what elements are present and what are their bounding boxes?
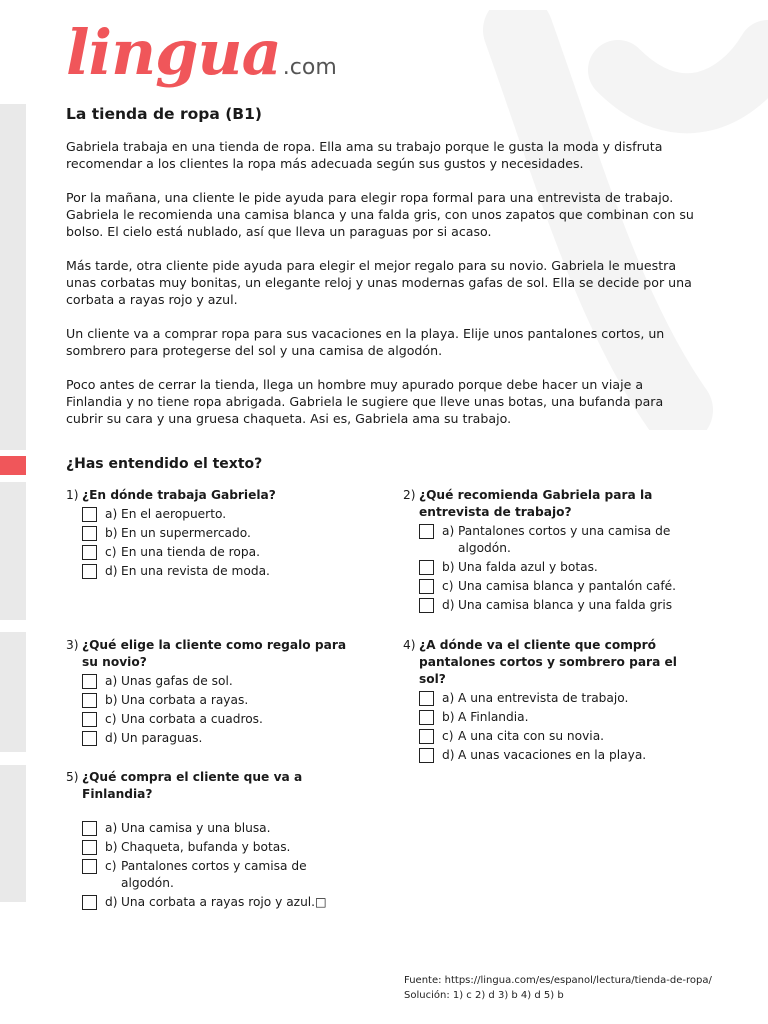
logo-domain: .com	[282, 55, 337, 80]
option-letter: b)	[105, 840, 118, 854]
question-2	[403, 487, 703, 614]
option-text: En el aeropuerto.	[121, 507, 227, 521]
answer-option[interactable]	[403, 523, 703, 557]
option-text: Un paraguas.	[121, 731, 203, 745]
question-5	[66, 769, 376, 911]
option-letter: a)	[105, 507, 118, 521]
option-letter: a)	[442, 524, 455, 538]
answer-checkbox[interactable]	[82, 564, 97, 579]
side-tab-middle	[0, 482, 26, 620]
answer-option[interactable]	[66, 692, 366, 709]
answer-option[interactable]	[66, 544, 366, 561]
option-letter: b)	[442, 710, 455, 724]
logo-brand: lingua	[66, 16, 281, 89]
question-text: ¿Qué compra el cliente que va a Finlandia?	[82, 770, 303, 801]
answer-checkbox[interactable]	[419, 579, 434, 594]
option-text: Una falda azul y botas.	[458, 560, 598, 574]
answer-checkbox[interactable]	[419, 710, 434, 725]
option-text: A una cita con su novia.	[458, 729, 605, 743]
side-tab-top	[0, 104, 26, 450]
option-text: Una corbata a rayas.	[121, 693, 249, 707]
option-text: Una camisa y una blusa.	[121, 821, 271, 835]
option-letter: c)	[105, 545, 117, 559]
question-number: 2)	[403, 488, 416, 502]
answer-checkbox[interactable]	[82, 895, 97, 910]
answer-checkbox[interactable]	[82, 840, 97, 855]
answer-checkbox[interactable]	[82, 821, 97, 836]
answer-checkbox[interactable]	[82, 693, 97, 708]
question-1	[66, 487, 366, 580]
option-letter: a)	[105, 674, 118, 688]
answer-option[interactable]	[66, 858, 376, 892]
question-text: ¿En dónde trabaja Gabriela?	[82, 488, 276, 502]
answer-option[interactable]	[66, 711, 366, 728]
answer-option[interactable]	[403, 597, 703, 614]
answer-option[interactable]	[66, 839, 376, 856]
answer-option[interactable]	[403, 578, 703, 595]
question-text: ¿Qué elige la cliente como regalo para su novio?	[82, 638, 347, 669]
answer-option[interactable]	[66, 673, 366, 690]
question-number: 5)	[66, 770, 79, 784]
answer-option[interactable]	[66, 820, 376, 837]
option-text: En un supermercado.	[121, 526, 251, 540]
quiz-title: ¿Has entendido el texto?	[66, 456, 263, 472]
answer-option[interactable]	[66, 525, 366, 542]
option-text: Chaqueta, bufanda y botas.	[121, 840, 291, 854]
answer-option[interactable]	[66, 730, 366, 747]
question-number: 4)	[403, 638, 416, 652]
answer-option[interactable]	[403, 690, 703, 707]
answer-checkbox[interactable]	[419, 748, 434, 763]
side-tab-lower	[0, 632, 26, 752]
answer-option[interactable]	[403, 728, 703, 745]
answer-checkbox[interactable]	[419, 691, 434, 706]
answer-option[interactable]	[403, 709, 703, 726]
option-letter: d)	[105, 564, 118, 578]
source-footer	[404, 973, 712, 1003]
paragraph: Gabriela trabaja en una tienda de ropa. Ella ama su trabajo porque le gusta la moda y disfruta recomendar a los clientes la ropa más adecuada según sus gustos y necesidades.	[66, 139, 663, 171]
answer-option[interactable]	[66, 563, 366, 580]
answer-checkbox[interactable]	[82, 712, 97, 727]
option-text: A unas vacaciones en la playa.	[458, 748, 647, 762]
paragraph: Poco antes de cerrar la tienda, llega un hombre muy apurado porque debe hacer un viaje a Finlandia y no tiene ropa abrigada. Gabriela le sugiere que lleve unas botas, una bufanda para cubrir su cara y una gruesa chaqueta. Asi es, Gabriela ama su trabajo.	[66, 377, 664, 426]
option-letter: b)	[105, 526, 118, 540]
option-letter: b)	[105, 693, 118, 707]
option-text: Una camisa blanca y una falda gris	[458, 598, 673, 612]
logo	[66, 16, 337, 89]
solution-line: Solución: 1) c 2) d 3) b 4) d 5) b	[404, 990, 564, 1001]
answer-checkbox[interactable]	[82, 859, 97, 874]
option-letter: c)	[442, 729, 454, 743]
option-letter: d)	[105, 895, 118, 909]
answer-checkbox[interactable]	[82, 674, 97, 689]
paragraph: Más tarde, otra cliente pide ayuda para elegir el mejor regalo para su novio. Gabriela le muestra unas corbatas muy bonitas, un elegante reloj y unas modernas gafas de sol. Ella se decide por una corbata a rayas rojo y azul.	[66, 258, 692, 307]
option-letter: c)	[442, 579, 454, 593]
question-number: 3)	[66, 638, 79, 652]
option-text: Una corbata a cuadros.	[121, 712, 263, 726]
side-tab-bottom	[0, 765, 26, 902]
option-letter: d)	[442, 748, 455, 762]
question-text: ¿A dónde va el cliente que compró pantalones cortos y sombrero para el sol?	[419, 638, 677, 686]
option-text: Pantalones cortos y una camisa de algodón.	[458, 524, 671, 555]
option-text: Una camisa blanca y pantalón café.	[458, 579, 677, 593]
option-text: Una corbata a rayas rojo y azul.□	[121, 895, 327, 909]
option-letter: a)	[442, 691, 455, 705]
option-text: Unas gafas de sol.	[121, 674, 233, 688]
answer-option[interactable]	[403, 559, 703, 576]
answer-checkbox[interactable]	[419, 560, 434, 575]
option-letter: d)	[442, 598, 455, 612]
option-text: En una revista de moda.	[121, 564, 270, 578]
answer-checkbox[interactable]	[82, 507, 97, 522]
option-letter: b)	[442, 560, 455, 574]
question-number: 1)	[66, 488, 79, 502]
answer-option[interactable]	[403, 747, 703, 764]
option-letter: a)	[105, 821, 118, 835]
option-text: Pantalones cortos y camisa de algodón.	[121, 859, 307, 890]
reading-text	[66, 138, 696, 444]
option-letter: c)	[105, 859, 117, 873]
answer-checkbox[interactable]	[82, 545, 97, 560]
question-3	[66, 637, 366, 747]
question-4	[403, 637, 703, 764]
side-tab-active	[0, 456, 26, 475]
source-link[interactable]: Fuente: https://lingua.com/es/espanol/lectura/tienda-de-ropa/	[404, 975, 712, 986]
answer-checkbox[interactable]	[419, 598, 434, 613]
answer-checkbox[interactable]	[82, 526, 97, 541]
page-title: La tienda de ropa (B1)	[66, 105, 262, 123]
paragraph: Por la mañana, una cliente le pide ayuda para elegir ropa formal para una entrevista de trabajo. Gabriela le recomienda una camisa blanca y una falda gris, con unos zapatos que combinan con su bolso. El cielo está nublado, así que lleva un paraguas por si acaso.	[66, 190, 694, 239]
option-text: En una tienda de ropa.	[121, 545, 260, 559]
answer-checkbox[interactable]	[419, 524, 434, 539]
answer-option[interactable]	[66, 894, 376, 911]
option-text: A Finlandia.	[458, 710, 529, 724]
question-text: ¿Qué recomienda Gabriela para la entrevista de trabajo?	[419, 488, 653, 519]
answer-checkbox[interactable]	[419, 729, 434, 744]
option-letter: c)	[105, 712, 117, 726]
paragraph: Un cliente va a comprar ropa para sus vacaciones en la playa. Elije unos pantalones cortos, un sombrero para protegerse del sol y una camisa de algodón.	[66, 326, 665, 358]
option-letter: d)	[105, 731, 118, 745]
answer-checkbox[interactable]	[82, 731, 97, 746]
answer-option[interactable]	[66, 506, 366, 523]
option-text: A una entrevista de trabajo.	[458, 691, 629, 705]
